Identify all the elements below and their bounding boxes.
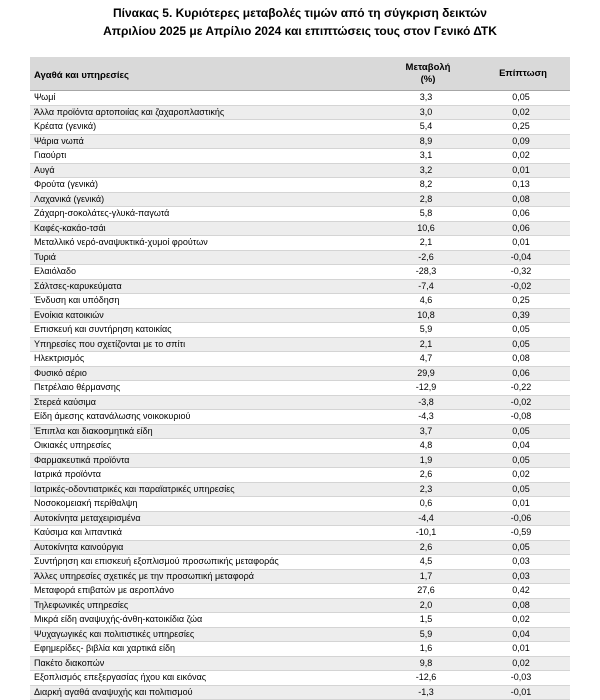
row-item-name: Φαρμακευτικά προϊόντα [30, 453, 380, 468]
row-change-value: -28,3 [380, 265, 472, 280]
row-item-name: Διαρκή αγαθά αναψυχής και πολιτισμού [30, 685, 380, 700]
row-change-value: 4,6 [380, 294, 472, 309]
row-change-value: -3,8 [380, 395, 472, 410]
row-impact-value: -0,02 [472, 395, 570, 410]
row-item-name: Νοσοκομειακή περίθαλψη [30, 497, 380, 512]
row-change-value: 4,5 [380, 555, 472, 570]
row-change-value: -4,3 [380, 410, 472, 425]
table-row [30, 294, 570, 309]
row-change-value: 0,6 [380, 497, 472, 512]
row-item-name: Μικρά είδη αναψυχής-άνθη-κατοικίδια ζώα [30, 613, 380, 628]
row-impact-value: 0,01 [472, 236, 570, 251]
table-row [30, 569, 570, 584]
row-change-value: 2,6 [380, 540, 472, 555]
row-change-value: 3,2 [380, 163, 472, 178]
row-impact-value: 0,09 [472, 134, 570, 149]
row-item-name: Ψυχαγωγικές και πολιτιστικές υπηρεσίες [30, 627, 380, 642]
row-item-name: Τυριά [30, 250, 380, 265]
table-row [30, 540, 570, 555]
table-row [30, 337, 570, 352]
table-row [30, 308, 570, 323]
row-impact-value: 0,25 [472, 294, 570, 309]
header-item: Αγαθά και υπηρεσίες [30, 57, 380, 91]
row-item-name: Υπηρεσίες που σχετίζονται με το σπίτι [30, 337, 380, 352]
table-row [30, 656, 570, 671]
row-item-name: Άλλα προϊόντα αρτοποιίας και ζαχαροπλαστικής [30, 105, 380, 120]
table-row [30, 482, 570, 497]
table-row [30, 410, 570, 425]
row-impact-value: 0,02 [472, 468, 570, 483]
row-impact-value: 0,05 [472, 424, 570, 439]
table-row [30, 511, 570, 526]
row-impact-value: -0,06 [472, 511, 570, 526]
row-impact-value: 0,06 [472, 207, 570, 222]
row-change-value: 3,1 [380, 149, 472, 164]
row-impact-value: 0,39 [472, 308, 570, 323]
row-change-value: -12,9 [380, 381, 472, 396]
row-impact-value: 0,06 [472, 366, 570, 381]
table-title-line-2: Απριλίου 2025 με Απρίλιο 2024 και επιπτώσεις τους στον Γενικό ΔΤΚ [103, 24, 497, 38]
row-impact-value: 0,03 [472, 569, 570, 584]
row-item-name: Επισκευή και συντήρηση κατοικίας [30, 323, 380, 338]
row-change-value: 2,0 [380, 598, 472, 613]
row-impact-value: -0,22 [472, 381, 570, 396]
row-change-value: -1,3 [380, 685, 472, 700]
row-impact-value: 0,08 [472, 352, 570, 367]
row-item-name: Αυτοκίνητα μεταχειρισμένα [30, 511, 380, 526]
header-impact: Επίπτωση [472, 57, 570, 91]
row-impact-value: 0,04 [472, 627, 570, 642]
table-row [30, 279, 570, 294]
row-change-value: 4,7 [380, 352, 472, 367]
row-change-value: 4,8 [380, 439, 472, 454]
row-change-value: 10,6 [380, 221, 472, 236]
row-item-name: Καφές-κακάο-τσάι [30, 221, 380, 236]
row-item-name: Ιατρικές-οδοντιατρικές και παραϊατρικές υπηρεσίες [30, 482, 380, 497]
row-change-value: 1,6 [380, 642, 472, 657]
table-row [30, 250, 570, 265]
row-impact-value: 0,01 [472, 642, 570, 657]
row-item-name: Άλλες υπηρεσίες σχετικές με την προσωπική μεταφορά [30, 569, 380, 584]
row-change-value: -12,6 [380, 671, 472, 686]
header-change-line-2: (%) [420, 73, 436, 85]
table-row [30, 265, 570, 280]
row-change-value: 2,8 [380, 192, 472, 207]
row-item-name: Μεταφορά επιβατών με αεροπλάνο [30, 584, 380, 599]
table-row [30, 555, 570, 570]
row-item-name: Κρέατα (γενικά) [30, 120, 380, 135]
row-change-value: 10,8 [380, 308, 472, 323]
row-impact-value: 0,42 [472, 584, 570, 599]
table-row [30, 468, 570, 483]
row-item-name: Μεταλλικό νερό-αναψυκτικά-χυμοί φρούτων [30, 236, 380, 251]
row-impact-value: 0,05 [472, 91, 570, 106]
table-row [30, 134, 570, 149]
row-item-name: Ηλεκτρισμός [30, 352, 380, 367]
row-change-value: 1,7 [380, 569, 472, 584]
table-row [30, 352, 570, 367]
table-row [30, 526, 570, 541]
row-impact-value: 0,05 [472, 482, 570, 497]
row-item-name: Ψωμί [30, 91, 380, 106]
table-row [30, 439, 570, 454]
row-item-name: Ελαιόλαδο [30, 265, 380, 280]
table-row [30, 207, 570, 222]
row-change-value: 2,6 [380, 468, 472, 483]
table-row [30, 91, 570, 106]
table-row [30, 192, 570, 207]
row-change-value: -10,1 [380, 526, 472, 541]
row-item-name: Καύσιμα και λιπαντικά [30, 526, 380, 541]
row-item-name: Είδη άμεσης κατανάλωσης νοικοκυριού [30, 410, 380, 425]
row-item-name: Ιατρικά προϊόντα [30, 468, 380, 483]
row-item-name: Σάλτσες-καρυκεύματα [30, 279, 380, 294]
header-change-line-1: Μεταβολή [405, 61, 451, 73]
row-change-value: 2,3 [380, 482, 472, 497]
row-item-name: Ψάρια νωπά [30, 134, 380, 149]
table-row [30, 584, 570, 599]
table-row [30, 105, 570, 120]
row-impact-value: 0,06 [472, 221, 570, 236]
table-row [30, 236, 570, 251]
row-impact-value: 0,02 [472, 656, 570, 671]
table-row [30, 671, 570, 686]
row-impact-value: 0,08 [472, 598, 570, 613]
row-item-name: Τηλεφωνικές υπηρεσίες [30, 598, 380, 613]
row-item-name: Λαχανικά (γενικά) [30, 192, 380, 207]
row-impact-value: 0,05 [472, 540, 570, 555]
row-item-name: Γιαούρτι [30, 149, 380, 164]
table-row [30, 381, 570, 396]
table-row [30, 120, 570, 135]
row-item-name: Αυγά [30, 163, 380, 178]
table-row [30, 598, 570, 613]
table-row [30, 497, 570, 512]
table-row [30, 221, 570, 236]
row-impact-value: -0,03 [472, 671, 570, 686]
row-impact-value: 0,05 [472, 323, 570, 338]
row-impact-value: -0,02 [472, 279, 570, 294]
row-change-value: 2,1 [380, 236, 472, 251]
row-item-name: Πετρέλαιο θέρμανσης [30, 381, 380, 396]
table-title-line-1: Πίνακας 5. Κυριότερες μεταβολές τιμών από τη σύγκριση δεικτών [113, 6, 487, 20]
header-change [380, 57, 472, 91]
row-item-name: Ενοίκια κατοικιών [30, 308, 380, 323]
row-impact-value: 0,01 [472, 163, 570, 178]
row-impact-value: 0,02 [472, 105, 570, 120]
row-impact-value: 0,25 [472, 120, 570, 135]
row-change-value: 3,3 [380, 91, 472, 106]
table-row [30, 323, 570, 338]
row-change-value: 8,2 [380, 178, 472, 193]
row-item-name: Αυτοκίνητα καινούργια [30, 540, 380, 555]
row-change-value: 2,1 [380, 337, 472, 352]
table-row [30, 163, 570, 178]
row-change-value: 3,0 [380, 105, 472, 120]
row-change-value: 8,9 [380, 134, 472, 149]
row-impact-value: 0,08 [472, 192, 570, 207]
table-row [30, 685, 570, 700]
row-change-value: 3,7 [380, 424, 472, 439]
price-changes-table [30, 57, 570, 700]
row-item-name: Φρούτα (γενικά) [30, 178, 380, 193]
row-impact-value: -0,08 [472, 410, 570, 425]
row-change-value: 27,6 [380, 584, 472, 599]
row-impact-value: -0,04 [472, 250, 570, 265]
table-header-row [30, 57, 570, 91]
row-item-name: Φυσικό αέριο [30, 366, 380, 381]
table-row [30, 395, 570, 410]
row-impact-value: -0,59 [472, 526, 570, 541]
table-row [30, 149, 570, 164]
row-item-name: Πακέτο διακοπών [30, 656, 380, 671]
row-change-value: 29,9 [380, 366, 472, 381]
row-change-value: 1,5 [380, 613, 472, 628]
table-row [30, 424, 570, 439]
row-change-value: -2,6 [380, 250, 472, 265]
row-change-value: 1,9 [380, 453, 472, 468]
row-change-value: 5,4 [380, 120, 472, 135]
row-impact-value: 0,13 [472, 178, 570, 193]
row-item-name: Οικιακές υπηρεσίες [30, 439, 380, 454]
row-change-value: 5,8 [380, 207, 472, 222]
table-row [30, 627, 570, 642]
row-impact-value: 0,02 [472, 149, 570, 164]
row-impact-value: 0,02 [472, 613, 570, 628]
row-change-value: -4,4 [380, 511, 472, 526]
row-impact-value: 0,05 [472, 337, 570, 352]
row-item-name: Ένδυση και υπόδηση [30, 294, 380, 309]
table-row [30, 642, 570, 657]
row-item-name: Εφημερίδες- βιβλία και χαρτικά είδη [30, 642, 380, 657]
table-title [0, 4, 600, 40]
row-change-value: 5,9 [380, 323, 472, 338]
row-item-name: Ζάχαρη-σοκολάτες-γλυκά-παγωτά [30, 207, 380, 222]
row-impact-value: 0,04 [472, 439, 570, 454]
table-row [30, 453, 570, 468]
row-change-value: -7,4 [380, 279, 472, 294]
row-impact-value: 0,01 [472, 497, 570, 512]
row-change-value: 9,8 [380, 656, 472, 671]
row-item-name: Στερεά καύσιμα [30, 395, 380, 410]
table-row [30, 366, 570, 381]
row-impact-value: -0,32 [472, 265, 570, 280]
row-item-name: Εξοπλισμός επεξεργασίας ήχου και εικόνας [30, 671, 380, 686]
row-impact-value: -0,01 [472, 685, 570, 700]
row-item-name: Έπιπλα και διακοσμητικά είδη [30, 424, 380, 439]
row-impact-value: 0,05 [472, 453, 570, 468]
row-change-value: 5,9 [380, 627, 472, 642]
row-impact-value: 0,03 [472, 555, 570, 570]
row-item-name: Συντήρηση και επισκευή εξοπλισμού προσωπικής μεταφοράς [30, 555, 380, 570]
table-row [30, 178, 570, 193]
table-row [30, 613, 570, 628]
